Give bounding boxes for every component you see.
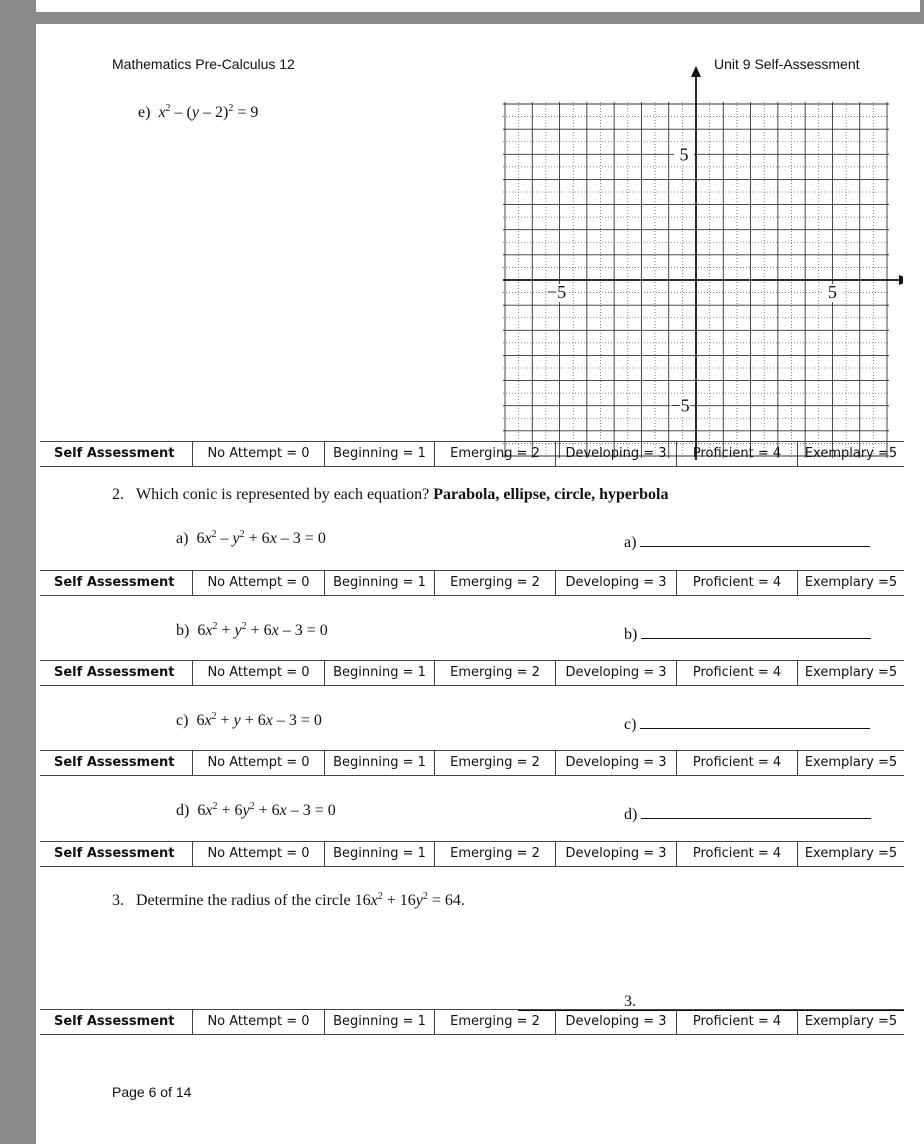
sa-level-3[interactable]: Developing = 3	[555, 442, 676, 466]
coordinate-grid[interactable]	[503, 60, 903, 470]
sa-level-3[interactable]: Developing = 3	[555, 751, 676, 775]
sa-level-2[interactable]: Emerging = 2	[434, 442, 555, 466]
sa-level-2[interactable]: Emerging = 2	[434, 1010, 555, 1034]
sa-level-5[interactable]: Exemplary =5	[797, 842, 904, 866]
sa-level-4[interactable]: Proficient = 4	[676, 842, 797, 866]
self-assessment-row-5	[40, 841, 904, 867]
sa-level-2[interactable]: Emerging = 2	[434, 571, 555, 595]
sa-level-1[interactable]: Beginning = 1	[324, 442, 434, 466]
x-tick-label-neg5: −5	[546, 282, 567, 302]
q2a-equation: a) $6x^2 - y^2 + 6x - 3 = 0$	[176, 529, 326, 547]
x-tick-label-5: 5	[827, 282, 837, 302]
y-axis-arrow	[691, 66, 701, 77]
sa-level-3[interactable]: Developing = 3	[555, 661, 676, 685]
q2c-equation: c) $6x^2 + y + 6x - 3 = 0$	[176, 711, 322, 729]
sa-level-4[interactable]: Proficient = 4	[676, 751, 797, 775]
header-right: Unit 9 Self-Assessment	[714, 56, 860, 72]
sa-level-5[interactable]: Exemplary =5	[797, 571, 904, 595]
sa-level-4[interactable]: Proficient = 4	[676, 1010, 797, 1034]
q2d-equation: d) $6x^2 + 6y^2 + 6x - 3 = 0$	[176, 801, 336, 819]
previous-page-strip	[36, 0, 920, 12]
document-page	[36, 24, 924, 1144]
sa-level-1[interactable]: Beginning = 1	[324, 751, 434, 775]
answer-line[interactable]	[640, 532, 870, 547]
sa-level-1[interactable]: Beginning = 1	[324, 661, 434, 685]
page-number: Page 6 of 14	[112, 1084, 192, 1100]
sa-label: Self Assessment	[54, 446, 175, 461]
y-tick-label-5: 5	[679, 144, 689, 165]
sa-label: Self Assessment	[54, 846, 175, 861]
self-assessment-row-6	[40, 1009, 904, 1035]
sa-level-5[interactable]: Exemplary =5	[797, 661, 904, 685]
sa-level-3[interactable]: Developing = 3	[555, 842, 676, 866]
sa-label: Self Assessment	[54, 665, 175, 680]
self-assessment-row-4	[40, 750, 904, 776]
sa-level-1[interactable]: Beginning = 1	[324, 842, 434, 866]
self-assessment-row-3	[40, 660, 904, 686]
answer-line[interactable]	[640, 714, 870, 729]
sa-level-0[interactable]: No Attempt = 0	[192, 751, 324, 775]
answer-line[interactable]	[641, 804, 871, 819]
sa-level-2[interactable]: Emerging = 2	[434, 751, 555, 775]
self-assessment-row-1	[40, 441, 904, 467]
q1e-equation: e) $x^2 - (y - 2)^2 = 9$	[138, 103, 259, 121]
sa-level-3[interactable]: Developing = 3	[555, 1010, 676, 1034]
sa-label: Self Assessment	[54, 575, 175, 590]
self-assessment-row-2	[40, 570, 904, 596]
sa-label: Self Assessment	[54, 755, 175, 770]
q2-prompt: 2. Which conic is represented by each equation? Parabola, ellipse, circle, hyperbola	[112, 486, 669, 503]
q2b-equation: b) $6x^2 + y^2 + 6x - 3 = 0$	[176, 621, 328, 639]
answer-line[interactable]	[641, 624, 871, 639]
sa-level-5[interactable]: Exemplary =5	[797, 751, 904, 775]
q2a-answer[interactable]: a)	[624, 532, 870, 552]
header-left: Mathematics Pre-Calculus 12	[112, 56, 295, 72]
y-tick-label-neg5: −5	[670, 395, 690, 416]
sa-level-0[interactable]: No Attempt = 0	[192, 1010, 324, 1034]
sa-level-3[interactable]: Developing = 3	[555, 571, 676, 595]
q2d-answer[interactable]: d)	[624, 804, 871, 824]
sa-level-4[interactable]: Proficient = 4	[676, 661, 797, 685]
sa-level-2[interactable]: Emerging = 2	[434, 661, 555, 685]
q2c-answer[interactable]: c)	[624, 714, 870, 734]
sa-level-0[interactable]: No Attempt = 0	[192, 661, 324, 685]
grid-svg	[503, 60, 903, 470]
x-axis-arrow	[899, 275, 903, 285]
q2b-answer[interactable]: b)	[624, 624, 871, 644]
sa-level-5[interactable]: Exemplary =5	[797, 442, 904, 466]
sa-level-0[interactable]: No Attempt = 0	[192, 442, 324, 466]
sa-level-0[interactable]: No Attempt = 0	[192, 842, 324, 866]
sa-level-1[interactable]: Beginning = 1	[324, 1010, 434, 1034]
sa-level-4[interactable]: Proficient = 4	[676, 442, 797, 466]
q3-prompt: 3. Determine the radius of the circle $16x^2 + 16y^2 = 64$.	[112, 891, 465, 909]
sa-level-5[interactable]: Exemplary =5	[797, 1010, 904, 1034]
sa-label: Self Assessment	[54, 1014, 175, 1029]
sa-level-2[interactable]: Emerging = 2	[434, 842, 555, 866]
sa-level-4[interactable]: Proficient = 4	[676, 571, 797, 595]
sa-level-1[interactable]: Beginning = 1	[324, 571, 434, 595]
sa-level-0[interactable]: No Attempt = 0	[192, 571, 324, 595]
q3-answer-label: 3.	[624, 993, 636, 1010]
